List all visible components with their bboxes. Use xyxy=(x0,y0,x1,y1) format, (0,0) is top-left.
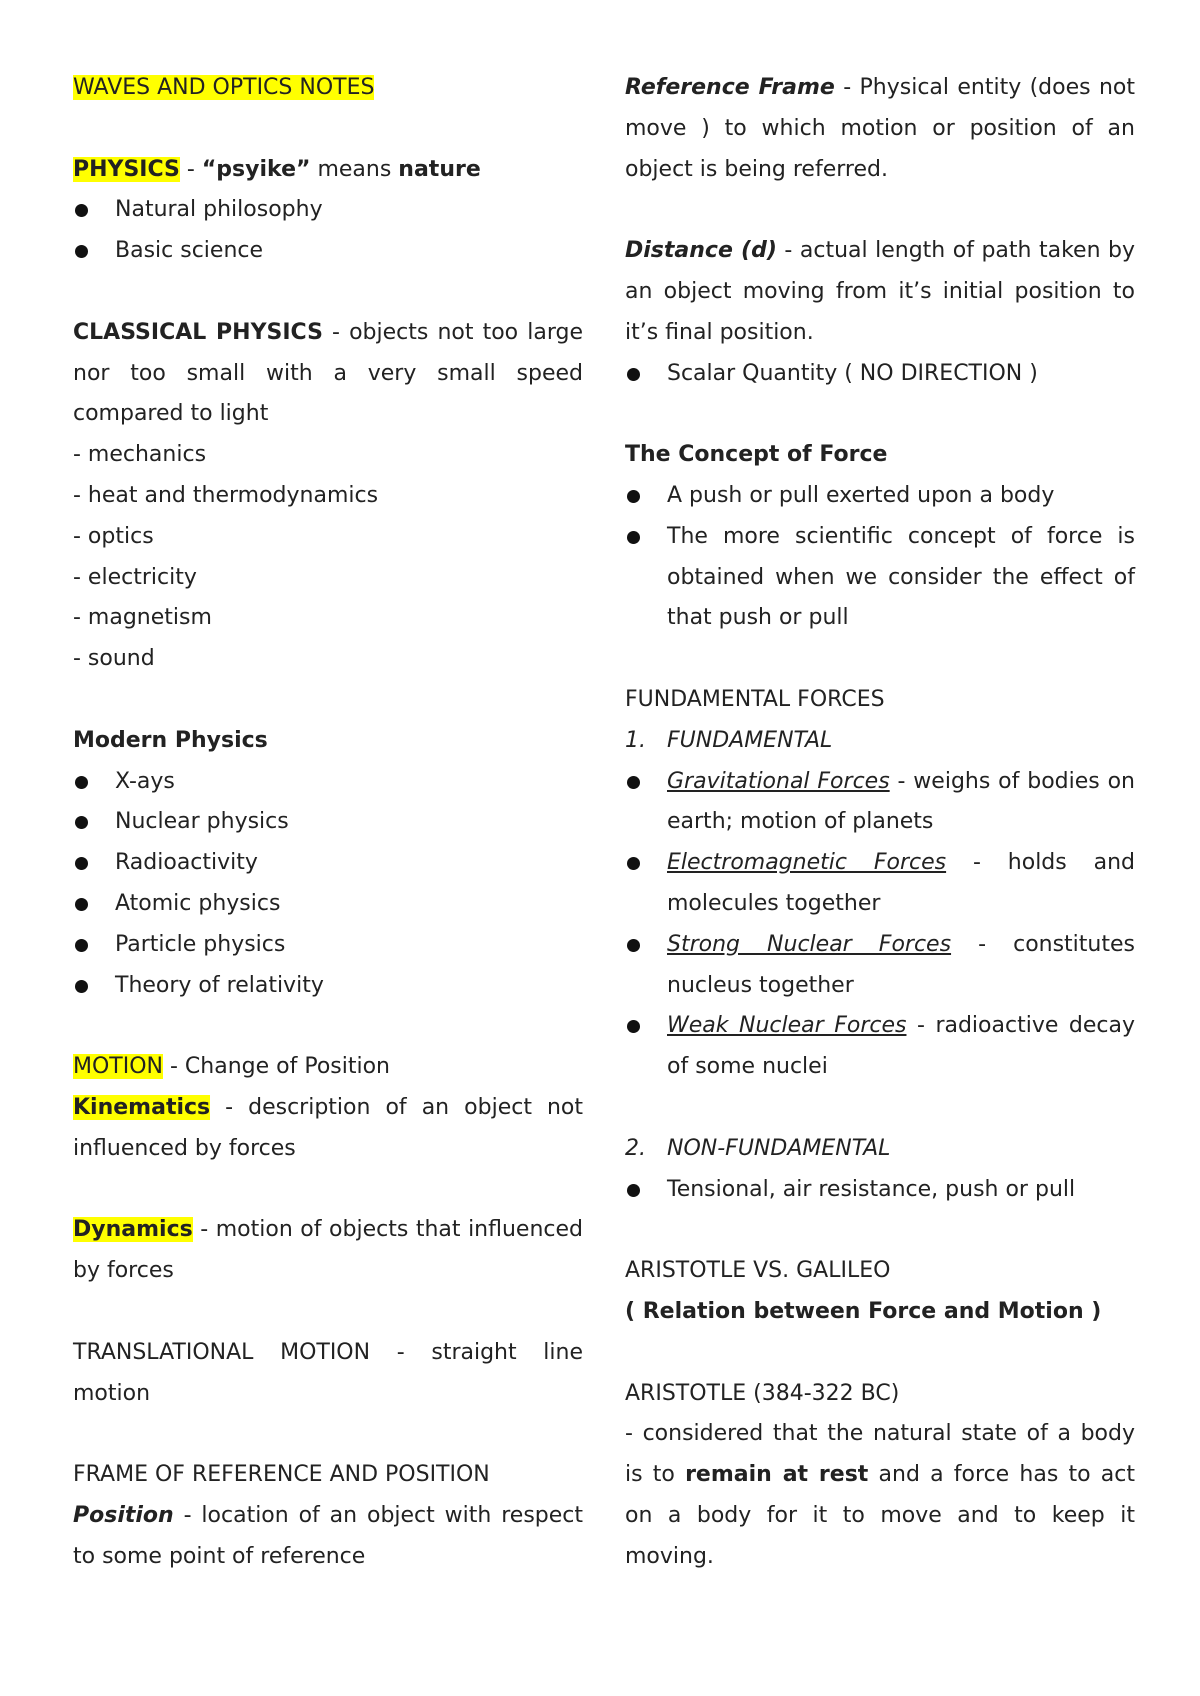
list-item: Strong Nuclear Forces - constitutes nucleus together xyxy=(625,925,1135,1007)
list-item: A push or pull exerted upon a body xyxy=(625,476,1135,517)
right-column xyxy=(625,68,1135,1577)
list-item: Scalar Quantity ( NO DIRECTION ) xyxy=(625,354,1135,395)
aristotle-heading: ARISTOTLE (384-322 BC) xyxy=(625,1380,900,1406)
modern-physics-heading: Modern Physics xyxy=(73,727,268,753)
list-item: Gravitational Forces - weighs of bodies on earth; motion of planets xyxy=(625,762,1135,844)
list-item: - mechanics xyxy=(73,442,207,468)
frame-of-reference-heading: FRAME OF REFERENCE AND POSITION xyxy=(73,1462,490,1488)
list-item: Radioactivity xyxy=(73,843,583,884)
list-item: - magnetism xyxy=(73,605,212,631)
list-item: The more scientific concept of force is obtained when we consider the effect of that push or pull xyxy=(625,517,1135,639)
distance-list xyxy=(625,354,1135,395)
list-item: Basic science xyxy=(73,231,583,272)
list-item: Atomic physics xyxy=(73,884,583,925)
modern-physics-list xyxy=(73,762,583,1007)
fundamental-forces-heading: FUNDAMENTAL FORCES xyxy=(625,686,885,712)
physics-list xyxy=(73,190,583,272)
reference-frame-definition: Reference Frame - Physical entity (does not move ) to which motion or position of an object is being referred. xyxy=(625,75,1135,182)
list-item: Natural philosophy xyxy=(73,190,583,231)
list-item: Tensional, air resistance, push or pull xyxy=(625,1170,1135,1211)
list-item: - optics xyxy=(73,523,154,549)
force-list xyxy=(625,476,1135,639)
non-fundamental-list xyxy=(625,1170,1135,1211)
list-item: X-ays xyxy=(73,762,583,803)
list-item: - sound xyxy=(73,646,155,672)
left-column xyxy=(73,68,583,1577)
distance-definition: Distance (d) - actual length of path taken by an object moving from it’s initial position to it’s final position. xyxy=(625,238,1135,345)
position-definition: Position - location of an object with respect to some point of reference xyxy=(73,1502,583,1569)
physics-definition: PHYSICS - “psyike” means nature xyxy=(73,156,481,182)
list-item: - electricity xyxy=(73,564,197,590)
list-item: Nuclear physics xyxy=(73,802,583,843)
aristotle-vs-galileo-heading: ARISTOTLE VS. GALILEO xyxy=(625,1258,891,1284)
motion-definition: MOTION - Change of Position xyxy=(73,1054,391,1080)
document-title: WAVES AND OPTICS NOTES xyxy=(73,75,375,100)
relation-subheading: ( Relation between Force and Motion ) xyxy=(625,1298,1102,1324)
fundamental-subheading: 1. FUNDAMENTAL xyxy=(625,727,833,753)
dynamics-definition: Dynamics - motion of objects that influenced by forces xyxy=(73,1217,583,1284)
translational-motion-definition: TRANSLATIONAL MOTION - straight line motion xyxy=(73,1339,584,1406)
classical-physics-definition: CLASSICAL PHYSICS - objects not too large nor too small with a very small speed compared to light xyxy=(73,319,583,427)
non-fundamental-subheading: 2. NON-FUNDAMENTAL xyxy=(625,1135,891,1161)
list-item: - heat and thermodynamics xyxy=(73,482,379,508)
list-item: Theory of relativity xyxy=(73,966,583,1007)
list-item: Electromagnetic Forces - holds and molecules together xyxy=(625,843,1135,925)
force-concept-heading: The Concept of Force xyxy=(625,442,888,468)
aristotle-description: - considered that the natural state of a body is to remain at rest and a force has to act on a body for it to move and to keep it moving. xyxy=(625,1421,1135,1569)
kinematics-definition: Kinematics - description of an object not influenced by forces xyxy=(73,1094,583,1161)
fundamental-forces-list xyxy=(625,762,1135,1088)
list-item: Particle physics xyxy=(73,925,583,966)
list-item: Weak Nuclear Forces - radioactive decay of some nuclei xyxy=(625,1006,1135,1088)
